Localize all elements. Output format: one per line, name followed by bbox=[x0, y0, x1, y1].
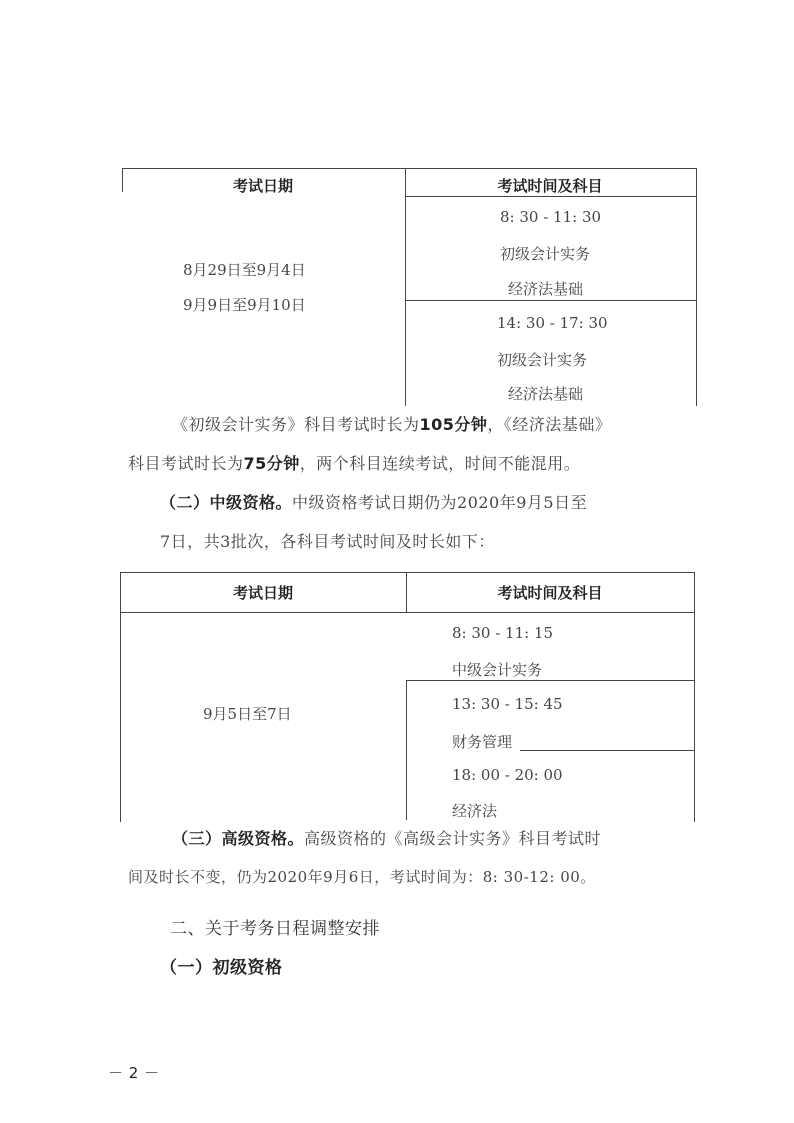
table2-header-date: 考试日期 bbox=[232, 584, 293, 602]
table2-left-border bbox=[120, 572, 121, 822]
table2-row1-time: 8: 30 - 11: 15 bbox=[452, 624, 554, 642]
table1-header-divider bbox=[405, 196, 696, 197]
table1-session2-time: 14: 30 - 17: 30 bbox=[497, 314, 608, 332]
table2-row3-time: 18: 00 - 20: 00 bbox=[452, 766, 563, 784]
table2-right-border bbox=[694, 572, 695, 822]
table2-row2-time: 13: 30 - 15: 45 bbox=[452, 695, 563, 713]
table2-date: 9月5日至7日 bbox=[203, 705, 292, 723]
paragraph-senior-line2: 间及时长不变，仍为2020年9月6日，考试时间为：8: 30-12: 00。 bbox=[128, 868, 596, 886]
table1-session1-subject2: 经济法基础 bbox=[508, 280, 584, 298]
table1-date-2: 9月9日至9月10日 bbox=[183, 296, 306, 314]
paragraph-primary-duration-line2: 科目考试时长为75分钟，两个科目连续考试，时间不能混用。 bbox=[128, 454, 581, 473]
paragraph-primary-duration-line1: 《初级会计实务》科目考试时长为105分钟，《经济法基础》 bbox=[172, 415, 612, 434]
table1-session1-subject1: 初级会计实务 bbox=[500, 245, 591, 263]
table2-row2-subject: 财务管理 bbox=[452, 733, 513, 751]
table1-middle-border bbox=[405, 168, 406, 406]
table1-session2-subject2: 经济法基础 bbox=[508, 385, 584, 403]
table1-session1-time: 8: 30 - 11: 30 bbox=[500, 208, 602, 226]
table2-row3-subject: 经济法 bbox=[452, 802, 498, 820]
table1-right-border bbox=[696, 168, 697, 406]
subsection-1-title: （一）初级资格 bbox=[160, 958, 283, 978]
table2-middle-border bbox=[406, 572, 407, 612]
table1-session-divider bbox=[405, 300, 696, 301]
intermediate-heading: （二）中级资格。 bbox=[160, 493, 293, 512]
table2-row2-divider bbox=[520, 750, 694, 751]
table1-date-1: 8月29日至9月4日 bbox=[183, 261, 306, 279]
senior-heading: （三）高级资格。 bbox=[172, 829, 305, 848]
table1-top-border bbox=[122, 168, 697, 169]
table1-header-date: 考试日期 bbox=[232, 177, 293, 195]
paragraph-intermediate-line2: 7日，共3批次，各科目考试时间及时长如下： bbox=[160, 532, 495, 551]
table2-header-divider bbox=[120, 612, 694, 613]
section-2-title: 二、关于考务日程调整安排 bbox=[170, 919, 380, 939]
table1-left-border bbox=[122, 168, 123, 192]
table2-middle-border-lower bbox=[406, 680, 407, 820]
page-number: － 2 － bbox=[108, 1064, 160, 1082]
table1-session2-subject1: 初级会计实务 bbox=[497, 351, 588, 369]
table2-header-time: 考试时间及科目 bbox=[497, 584, 603, 602]
paragraph-intermediate-line1: （二）中级资格。中级资格考试日期仍为2020年9月5日至 bbox=[160, 493, 588, 512]
table1-header-time: 考试时间及科目 bbox=[497, 177, 603, 195]
table2-top-border bbox=[120, 572, 695, 573]
table2-row1-divider bbox=[406, 680, 694, 681]
paragraph-senior-line1: （三）高级资格。高级资格的《高级会计实务》科目考试时 bbox=[172, 829, 602, 848]
table2-row1-subject: 中级会计实务 bbox=[452, 661, 543, 679]
